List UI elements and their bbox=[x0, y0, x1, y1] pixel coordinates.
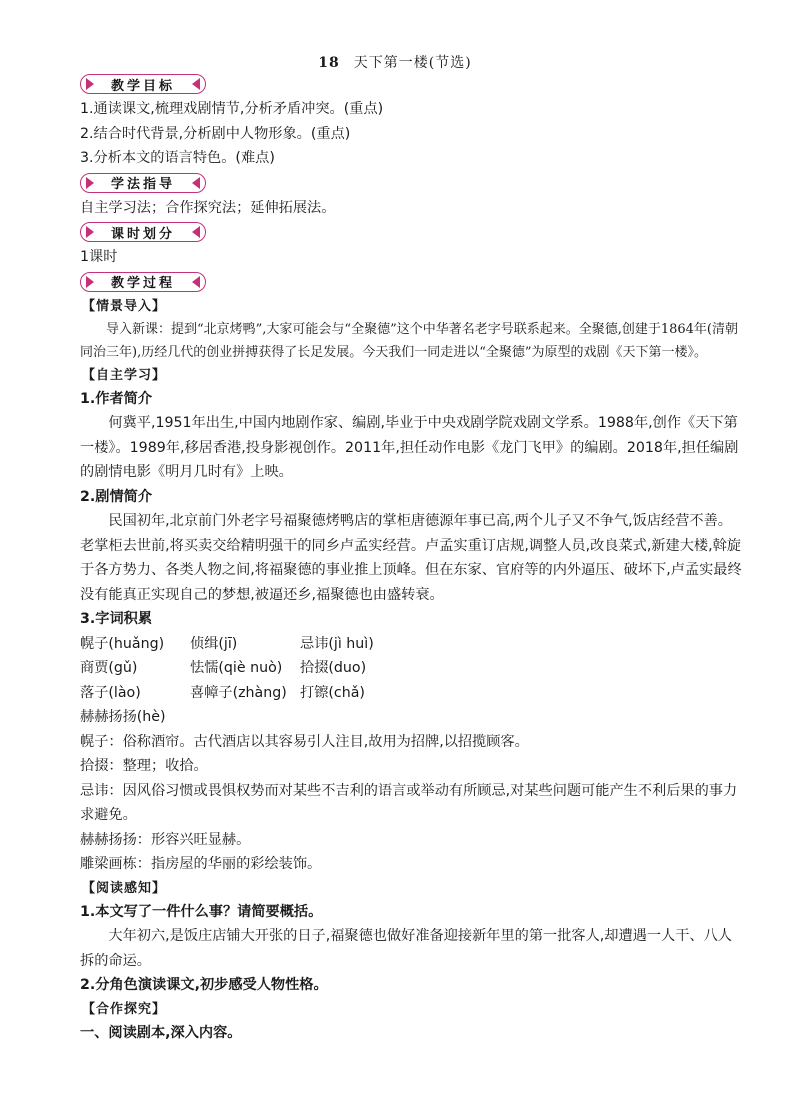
lesson-content bbox=[80, 72, 745, 1045]
plot-text: 民国初年,北京前门外老字号福聚德烤鸭店的掌柜唐德源年事已高,两个儿子又不争气,饭店经营不善。老掌柜去世前,将买卖交给精明强干的同乡卢孟实经营。卢孟实重订店规,调整人员,改良菜式,新建大楼,斡旋于各方势力、各类人物之间,将福聚德的事业推上顶峰。但在东家、官府等的内外逼压、破坏下,卢孟实最终没有能真正实现自己的梦想,被逼还乡,福聚德也由盛转衰。 bbox=[80, 513, 742, 603]
goal-item: 1.通读课文,梳理戏剧情节,分析矛盾冲突。(重点) bbox=[80, 101, 384, 117]
hours-text: 1课时 bbox=[80, 249, 118, 265]
vocab-word: 拾掇(duo) bbox=[300, 660, 367, 676]
intro-heading: 【情景导入】 bbox=[82, 298, 167, 314]
vocab-word: 侦缉(jī) bbox=[190, 635, 238, 652]
definition: 拾掇：整理；收拾。 bbox=[80, 758, 208, 774]
arrow-left-icon bbox=[192, 177, 200, 189]
vocab-word: 喜幛子(zhàng) bbox=[190, 684, 287, 701]
section-badge-hours bbox=[80, 222, 206, 242]
plot-title: 2.剧情简介 bbox=[80, 488, 153, 505]
self-study-heading: 【自主学习】 bbox=[82, 367, 167, 383]
arrow-left-icon bbox=[192, 78, 200, 90]
vocab-word: 怯懦(qiè nuò) bbox=[190, 660, 283, 676]
explore-part: 一、阅读剧本,深入内容。 bbox=[80, 1024, 242, 1041]
vocab-word: 忌讳(jì huì) bbox=[300, 635, 374, 652]
explore-heading: 【合作探究】 bbox=[82, 1001, 167, 1017]
arrow-right-icon bbox=[86, 78, 94, 90]
reading-answer: 大年初六,是饭庄店铺大开张的日子,福聚德也做好准备迎接新年里的第一批客人,却遭遇一人干、八人拆的命运。 bbox=[80, 928, 732, 969]
vocab-word: 商贾(gǔ) bbox=[80, 660, 138, 676]
arrow-right-icon bbox=[86, 177, 94, 189]
section-label: 教学过程 bbox=[110, 276, 175, 291]
vocab-word: 赫赫扬扬(hè) bbox=[80, 709, 166, 725]
vocab-row bbox=[80, 632, 745, 657]
intro-text: 导入新课：提到“北京烤鸭”,大家可能会与“全聚德”这个中华著名老字号联系起来。全聚德,创建于1864年(清朝同治三年),历经几代的创业拼搏获得了长足发展。今天我们一同走进以“全聚德”为原型的戏剧《天下第一楼》。 bbox=[80, 321, 739, 360]
arrow-left-icon bbox=[192, 276, 200, 288]
vocab-row bbox=[80, 681, 745, 706]
lesson-title: 天下第一楼(节选) bbox=[353, 55, 472, 71]
definition: 雕梁画栋：指房屋的华丽的彩绘装饰。 bbox=[80, 856, 322, 872]
vocab-word: 落子(lào) bbox=[80, 684, 141, 701]
arrow-right-icon bbox=[86, 226, 94, 238]
reading-heading: 【阅读感知】 bbox=[82, 880, 167, 896]
section-badge-process bbox=[80, 272, 206, 292]
definition: 幌子：俗称酒帘。古代酒店以其容易引人注目,故用为招牌,以招揽顾客。 bbox=[80, 733, 529, 750]
arrow-left-icon bbox=[192, 226, 200, 238]
vocab-row bbox=[80, 656, 745, 681]
methods-text: 自主学习法；合作探究法；延伸拓展法。 bbox=[80, 199, 336, 216]
goal-item: 3.分析本文的语言特色。(难点) bbox=[80, 150, 275, 166]
reading-question: 1.本文写了一件什么事？请简要概括。 bbox=[80, 903, 323, 920]
reading-question: 2.分角色演读课文,初步感受人物性格。 bbox=[80, 977, 328, 993]
vocab-word: 打镲(chǎ) bbox=[300, 684, 365, 701]
definition: 忌讳：因风俗习惯或畏惧权势而对某些不吉利的语言或举动有所顾忌,对某些问题可能产生不利后果的事力求避免。 bbox=[80, 782, 738, 823]
section-label: 教学目标 bbox=[110, 78, 175, 94]
goal-item: 2.结合时代背景,分析剧中人物形象。(重点) bbox=[80, 125, 351, 142]
section-label: 学法指导 bbox=[110, 177, 175, 192]
section-label: 课时划分 bbox=[110, 226, 175, 242]
arrow-right-icon bbox=[86, 276, 94, 288]
vocab-word: 幌子(huǎng) bbox=[80, 635, 165, 652]
author-text: 何冀平,1951年出生,中国内地剧作家、编剧,毕业于中央戏剧学院戏剧文学系。1988年,创作《天下第一楼》。1989年,移居香港,投身影视创作。2011年,担任动作电影《龙门飞甲》的编剧。2018年,担任编剧的剧情电影《明月几时有》上映。 bbox=[80, 415, 739, 480]
lesson-header bbox=[0, 52, 790, 72]
section-badge-goals bbox=[80, 74, 206, 94]
vocab-title: 3.字词积累 bbox=[80, 611, 153, 627]
author-title: 1.作者简介 bbox=[80, 390, 153, 407]
section-badge-methods bbox=[80, 173, 206, 193]
definition: 赫赫扬扬：形容兴旺显赫。 bbox=[80, 831, 251, 848]
lesson-number: 18 bbox=[318, 55, 340, 71]
